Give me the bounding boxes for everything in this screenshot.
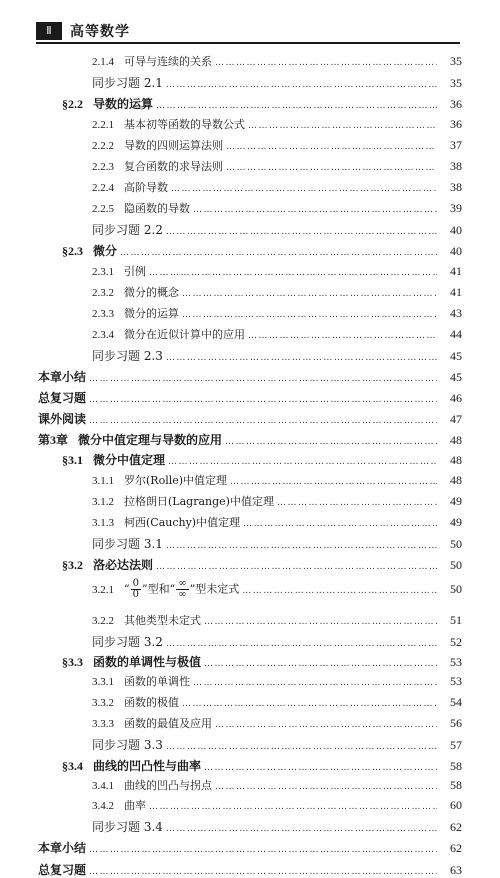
toc-page-number: 37 [450, 138, 462, 152]
toc-page-number: 60 [450, 798, 462, 812]
toc-entry-number: §3.4 [62, 759, 83, 773]
toc-page-number: 50 [450, 537, 462, 551]
toc-entry-title [0, 839, 86, 856]
leader-dots [156, 101, 437, 111]
toc-entry-title [0, 284, 179, 300]
toc-entry-number: §3.1 [62, 453, 83, 467]
toc-entry[interactable] [0, 673, 500, 689]
toc-entry-number: 第3章 [38, 433, 69, 447]
leader-dots [166, 353, 437, 363]
toc-entry[interactable] [0, 179, 500, 195]
toc-entry-text: 总复习题 [38, 391, 87, 405]
leader-dots [168, 457, 437, 467]
toc-entry-title [0, 158, 223, 174]
toc-entry-text: ”型和“ [142, 582, 176, 596]
toc-entry[interactable] [0, 53, 500, 69]
toc-entry[interactable] [0, 221, 500, 238]
toc-entry-number: 3.4.1 [92, 780, 114, 792]
toc-page-number: 46 [450, 391, 462, 405]
toc-entry-number: 2.1.4 [92, 56, 114, 68]
toc-entry-title [0, 305, 179, 321]
toc-entry[interactable] [0, 493, 500, 509]
leader-dots [226, 142, 437, 152]
toc-entry-title [0, 410, 86, 427]
toc-page-number: 57 [450, 738, 462, 752]
page-numeral: Ⅱ [36, 22, 62, 40]
toc-entry-text: 微分中值定理 [93, 453, 166, 467]
toc-entry-text: 基本初等函数的导数公式 [124, 118, 245, 131]
toc-entry-title [0, 451, 165, 468]
toc-entry-text: ”型未定式 [189, 582, 240, 596]
toc-page-number: 62 [450, 820, 462, 834]
toc-entry-text: 复合函数的求导法则 [124, 160, 223, 173]
toc-entry-title [0, 694, 179, 710]
leader-dots [193, 678, 437, 688]
toc-entry[interactable] [0, 347, 500, 364]
leader-dots [193, 205, 437, 215]
toc-entry-number: §2.3 [62, 244, 83, 258]
toc-entry-title [0, 777, 212, 793]
toc-entry[interactable] [0, 694, 500, 710]
leader-dots [171, 184, 437, 194]
toc-entry-text: 同步习题 2.2 [92, 223, 163, 237]
toc-entry-number: 2.3.2 [92, 287, 114, 299]
toc-entry-title [0, 673, 190, 689]
leader-dots [166, 742, 437, 752]
toc-entry-text: “ [124, 582, 130, 596]
toc-page-number: 45 [450, 349, 462, 363]
toc-entry-title [0, 633, 163, 650]
toc-page-number: 54 [450, 695, 462, 709]
toc-entry[interactable] [0, 326, 500, 342]
toc-entry-text: 同步习题 2.3 [92, 349, 163, 363]
toc-entry-number: 3.4.2 [92, 800, 114, 812]
toc-entry[interactable] [0, 818, 500, 835]
toc-entry-number: 3.2.2 [92, 615, 114, 627]
toc-entry[interactable] [0, 74, 500, 91]
toc-entry[interactable] [0, 431, 500, 448]
toc-entry-text: 引例 [124, 265, 146, 278]
toc-entry-number: 2.3.1 [92, 266, 114, 278]
toc-entry-title [0, 242, 117, 259]
toc-page-number: 35 [450, 54, 462, 68]
leader-dots [215, 58, 437, 68]
toc-entry-text: 可导与连续的关系 [124, 55, 212, 68]
toc-entry-text: 洛必达法则 [93, 558, 154, 572]
toc-page-number: 58 [450, 778, 462, 792]
toc-entry[interactable] [0, 653, 500, 670]
toc-page-number: 49 [450, 515, 462, 529]
toc-entry-title [0, 493, 274, 509]
toc-page-number: 50 [450, 581, 462, 596]
toc-entry-text: 微分的运算 [124, 307, 179, 320]
toc-entry[interactable] [0, 305, 500, 321]
toc-entry[interactable] [0, 451, 500, 468]
leader-dots [243, 519, 437, 529]
toc-entry-text: 高阶导数 [124, 181, 168, 194]
toc-entry-text: 微分中值定理与导数的应用 [78, 433, 223, 447]
toc-entry-number: 3.3.2 [92, 697, 114, 709]
leader-dots [149, 802, 437, 812]
toc-page-number: 45 [450, 370, 462, 384]
toc-entry-text: 导数的运算 [93, 97, 154, 111]
toc-entry[interactable] [0, 472, 500, 488]
toc-page-number: 44 [450, 327, 462, 341]
toc-entry-text: 微分的概念 [124, 286, 179, 299]
toc-entry[interactable] [0, 797, 500, 813]
leader-dots [215, 720, 437, 730]
toc-entry-title [0, 535, 163, 552]
toc-entry[interactable] [0, 410, 500, 427]
toc-entry-title [0, 116, 245, 132]
leader-dots [166, 227, 437, 237]
toc-entry[interactable] [0, 95, 500, 112]
toc-page-number: 62 [450, 841, 462, 855]
toc-entry-number: 2.2.1 [92, 119, 114, 131]
toc-entry-number: §2.2 [62, 97, 83, 111]
leader-dots [182, 289, 437, 299]
toc-entry-text: 函数的单调性与极值 [93, 655, 202, 669]
leader-dots [248, 331, 437, 341]
toc-entry[interactable] [0, 612, 500, 628]
toc-entry-text: 同步习题 3.3 [92, 738, 163, 752]
toc-entry-title [0, 818, 163, 835]
toc-entry-text: 函数的最值及应用 [124, 717, 212, 730]
toc-entry-text: 隐函数的导数 [124, 202, 190, 215]
leader-dots [230, 477, 437, 487]
toc-entry[interactable] [0, 777, 500, 793]
toc-page-number: 39 [450, 201, 462, 215]
toc-entry[interactable] [0, 736, 500, 753]
toc-entry-title [0, 389, 86, 406]
toc-entry-text: 本章小结 [38, 370, 87, 384]
leader-dots [156, 562, 437, 572]
toc-page-number: 48 [450, 433, 462, 447]
toc-entry-text: 函数的极值 [124, 696, 179, 709]
leader-dots [89, 395, 437, 405]
toc-page-number: 47 [450, 412, 462, 426]
leader-dots [242, 586, 437, 596]
leader-dots [182, 699, 437, 709]
leader-dots [182, 310, 437, 320]
toc-page-number: 36 [450, 117, 462, 131]
toc-entry[interactable] [0, 200, 500, 216]
leader-dots [204, 763, 437, 773]
toc-entry[interactable] [0, 715, 500, 731]
fraction: $\frac{0}{0}$ [132, 578, 139, 600]
leader-dots [149, 268, 437, 278]
toc-page-number: 50 [450, 558, 462, 572]
toc-entry[interactable] [0, 579, 500, 600]
toc-entry[interactable] [0, 368, 500, 385]
toc-page-number: 41 [450, 285, 462, 299]
toc-page-number: 53 [450, 655, 462, 669]
toc-entry-title [0, 74, 163, 91]
toc-entry-number: 3.1.1 [92, 475, 114, 487]
toc-entry-title [0, 263, 146, 279]
toc-entry[interactable] [0, 242, 500, 259]
toc-entry-text: 罗尔(Rolle)中值定理 [124, 474, 228, 487]
toc-entry-title [0, 200, 190, 216]
leader-dots [225, 437, 437, 447]
toc-entry-title [0, 368, 86, 385]
leader-dots [248, 121, 437, 131]
toc-entry-number: 2.2.3 [92, 161, 114, 173]
toc-entry[interactable] [0, 263, 500, 279]
toc-entry-text: 函数的单调性 [124, 675, 190, 688]
toc-entry-title [0, 53, 212, 69]
toc-entry-title [0, 326, 245, 342]
toc-entry[interactable] [0, 556, 500, 573]
toc-page-number: 56 [450, 716, 462, 730]
toc-entry[interactable] [0, 757, 500, 774]
toc-entry-title [0, 179, 168, 195]
toc-entry-title [0, 757, 201, 774]
toc-entry-title [0, 797, 146, 813]
running-header [36, 18, 460, 44]
toc-entry-text: 曲线的凹凸性与曲率 [93, 759, 202, 773]
toc-entry-text: 其他类型未定式 [124, 614, 201, 627]
toc-page-number: 38 [450, 159, 462, 173]
leader-dots [166, 639, 437, 649]
toc-entry-number: 2.3.3 [92, 308, 114, 320]
toc-entry[interactable] [0, 633, 500, 650]
toc-entry[interactable] [0, 158, 500, 174]
toc-entry-text: 柯西(Cauchy)中值定理 [124, 516, 241, 529]
leader-dots [226, 163, 437, 173]
toc-entry-text: 总复习题 [38, 863, 87, 877]
toc-page-number: 52 [450, 635, 462, 649]
toc-entry-title [0, 612, 201, 628]
leader-dots [166, 541, 437, 551]
toc-entry-text: 课外阅读 [38, 412, 87, 426]
toc-entry-text: 拉格朗日(Lagrange)中值定理 [124, 495, 274, 508]
toc-entry-title [0, 431, 222, 448]
toc-entry-title [0, 347, 163, 364]
book-title: 高等数学 [70, 24, 130, 40]
toc-entry-text: 曲率 [124, 799, 146, 812]
fraction: $\frac{\infty}{\infty}$ [178, 578, 187, 600]
leader-dots [166, 80, 437, 90]
toc-page-number: 49 [450, 494, 462, 508]
toc-entry-text: 微分在近似计算中的应用 [124, 328, 245, 341]
toc-entry-title [0, 95, 153, 112]
toc-entry[interactable] [0, 839, 500, 856]
toc-entry-number: 3.3.3 [92, 718, 114, 730]
leader-dots [215, 782, 437, 792]
leader-dots [204, 659, 437, 669]
toc-entry-number: 3.3.1 [92, 676, 114, 688]
toc-entry-number: 3.1.3 [92, 517, 114, 529]
toc-entry-number: 3.1.2 [92, 496, 114, 508]
toc-entry-title [0, 514, 240, 530]
toc-page-number: 63 [450, 863, 462, 877]
toc-page-number: 40 [450, 223, 462, 237]
toc-entry[interactable] [0, 284, 500, 300]
toc-entry-text: 同步习题 2.1 [92, 76, 163, 90]
toc-page-number: 40 [450, 244, 462, 258]
toc-entry-text: 导数的四则运算法则 [124, 139, 223, 152]
toc-page-number: 36 [450, 97, 462, 111]
leader-dots [204, 617, 437, 627]
toc-entry-text: 微分 [93, 244, 118, 258]
toc-entry-number: 2.2.2 [92, 140, 114, 152]
leader-dots [120, 248, 437, 258]
leader-dots [89, 374, 437, 384]
toc-entry-title [0, 556, 153, 573]
toc-page-number: 48 [450, 473, 462, 487]
toc-entry-text: 曲线的凹凸与拐点 [124, 779, 212, 792]
toc-entry[interactable] [0, 514, 500, 530]
toc-entry-text: 同步习题 3.2 [92, 635, 163, 649]
toc-page-number: 48 [450, 453, 462, 467]
toc-page-number: 58 [450, 759, 462, 773]
toc-page-number: 38 [450, 180, 462, 194]
toc-page-number: 43 [450, 306, 462, 320]
toc-entry-title [0, 137, 223, 153]
leader-dots [89, 867, 437, 877]
leader-dots [166, 824, 437, 834]
toc-entry[interactable] [0, 137, 500, 153]
header-rule [36, 42, 460, 44]
toc-entry-number: 2.3.4 [92, 329, 114, 341]
toc-entry-title [0, 472, 227, 488]
toc-entry[interactable] [0, 116, 500, 132]
toc-entry[interactable] [0, 861, 500, 878]
toc-entry-text: 同步习题 3.1 [92, 537, 163, 551]
toc-entry-number: §3.2 [62, 558, 83, 572]
toc-entry-number: 2.2.4 [92, 182, 114, 194]
toc-entry-text: 本章小结 [38, 841, 87, 855]
toc-entry-title [0, 715, 212, 731]
toc-entry-title [0, 861, 86, 878]
toc-entry[interactable] [0, 535, 500, 552]
toc-entry-title [0, 653, 201, 670]
toc-entry-title [0, 736, 163, 753]
toc-page-number: 53 [450, 674, 462, 688]
toc-page-number: 51 [450, 613, 462, 627]
leader-dots [89, 416, 437, 426]
toc-entry[interactable] [0, 389, 500, 406]
leader-dots [89, 845, 437, 855]
toc-page-number: 35 [450, 76, 462, 90]
leader-dots [277, 498, 437, 508]
toc-entry-number: §3.3 [62, 655, 83, 669]
toc-entry-title [0, 221, 163, 238]
toc-page-number: 41 [450, 264, 462, 278]
toc-entry-title [0, 579, 239, 600]
toc-entry-text: 同步习题 3.4 [92, 820, 163, 834]
toc-entry-number: 2.2.5 [92, 203, 114, 215]
toc-entry-number: 3.2.1 [92, 583, 114, 596]
